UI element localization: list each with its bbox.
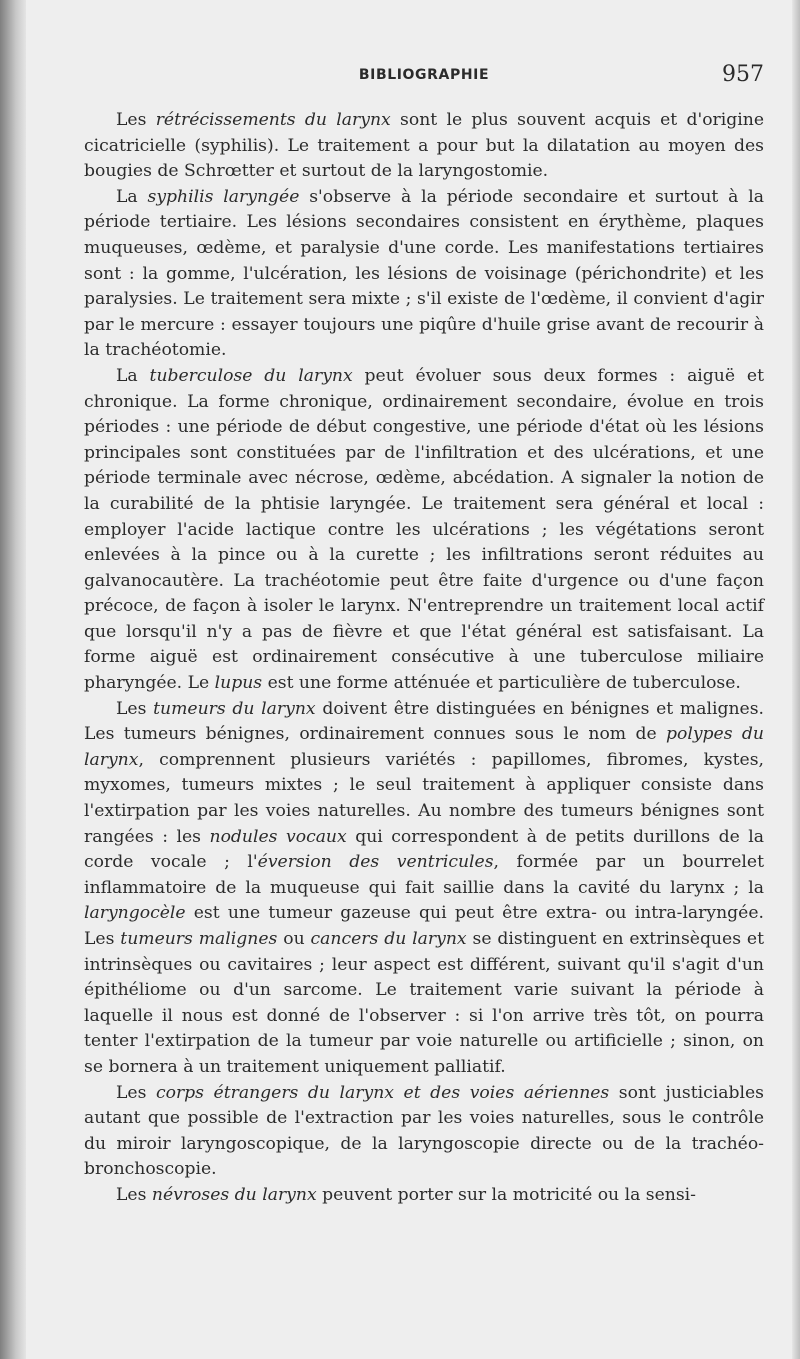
- italic-term: cancers du larynx: [310, 929, 467, 949]
- text-run: ou: [277, 929, 311, 949]
- text-run: sont le plus souvent acquis et d'origine cicatricielle (syphilis). Le traitement a pour but la dilatation au moyen des bougies de Schrœtter et surtout de la laryngostomie.: [84, 110, 764, 182]
- italic-term: névroses du larynx: [151, 1184, 317, 1205]
- paragraph-nevroses: [84, 1183, 764, 1209]
- italic-term: tuberculose du larynx: [149, 365, 353, 386]
- paragraph-tuberculose: [84, 364, 764, 697]
- page-number: 957: [722, 62, 764, 87]
- body-text: [84, 108, 764, 1209]
- italic-term: syphilis laryngée: [147, 186, 300, 207]
- italic-term: laryngocèle: [84, 903, 186, 924]
- page-header: [84, 62, 764, 90]
- italic-term: polypes du larynx: [84, 724, 764, 770]
- italic-term: lupus: [214, 673, 263, 694]
- text-run: , comprennent plusieurs variétés : papillomes, fibromes, kystes, myxomes, tumeurs mixtes ; le seul traitement à appliquer consiste dans l'extirpation par les voies naturelles. Au nombre des tumeurs bénignes sont rangées : les: [84, 749, 764, 847]
- paragraph-tumeurs: [84, 697, 764, 1081]
- italic-term: rétrécissements du larynx: [155, 110, 391, 130]
- text-run: est une tumeur gazeuse qui peut être extra- ou intra-laryngée. Les: [84, 903, 764, 949]
- italic-term: nodules vocaux: [209, 826, 347, 847]
- text-run: La: [116, 365, 150, 386]
- italic-term: éversion des ventricules: [257, 852, 494, 873]
- italic-term: tumeurs malignes: [120, 929, 278, 949]
- text-run: Les: [116, 698, 154, 719]
- text-run: La: [116, 186, 148, 207]
- italic-term: corps étrangers du larynx et des voies aériennes: [155, 1082, 610, 1103]
- text-run: s'observe à la période secondaire et surtout à la période tertiaire. Les lésions secondaires consistent en érythème, plaques muqueuses, œdème, et paralysie d'une corde. Les manifestations tertiaires sont : la gomme, l'ulcération, les lésions de voisinage (périchondrite) et les paralysies. Le traitement sera mixte ; s'il existe de l'œdème, il convient d'agir par le mercure : essayer toujours une piqûre d'huile grise avant de recourir à la trachéotomie.: [84, 186, 764, 361]
- running-head: BIBLIOGRAPHIE: [358, 67, 490, 83]
- paragraph-retrecissements: [84, 108, 764, 185]
- text-run: peuvent porter sur la motricité ou la sensi-: [316, 1184, 696, 1205]
- text-run: doivent être distinguées en bénignes et malignes. Les tumeurs bénignes, ordinairement connues sous le nom de: [84, 698, 764, 745]
- italic-term: tumeurs du larynx: [153, 698, 316, 719]
- page-binding-shadow: [0, 0, 26, 1359]
- text-run: est une forme atténuée et particulière de tuberculose.: [262, 673, 741, 694]
- text-run: , formée par un bourrelet inflammatoire de la muqueuse qui fait saillie dans la cavité du larynx ; la: [84, 852, 764, 898]
- text-run: sont justiciables autant que possible de l'extraction par les voies naturelles, sous le contrôle du miroir laryngoscopique, de la laryngoscopie directe ou de la trachéo-bronchoscopie.: [84, 1082, 764, 1180]
- text-run: Les: [116, 1184, 152, 1205]
- text-run: se distinguent en extrinsèques et intrinsèques ou cavitaires ; leur aspect est différent, suivant qu'il s'agit d'un épithéliome ou d'un sarcome. Le traitement varie suivant la période à laquelle il nous est donné de l'observer : si l'on arrive très tôt, on pourra tenter l'extirpation de la tumeur par voie naturelle ou artificielle ; sinon, on se bornera à un traitement uniquement palliatif.: [84, 929, 764, 1077]
- paragraph-syphilis: [84, 185, 764, 364]
- text-run: Les: [116, 1082, 156, 1103]
- text-run: peut évoluer sous deux formes : aiguë et chronique. La forme chronique, ordinairement secondaire, évolue en trois périodes : une période de début congestive, une période d'état où les lésions principales sont constituées par de l'infiltration et des ulcérations, et une période terminale avec nécrose, œdème, abcédation. A signaler la notion de la curabilité de la phtisie laryngée. Le traitement sera général et local : employer l'acide lactique contre les ulcérations ; les végétations seront enlevées à la pince ou à la curette ; les infiltrations seront réduites au galvanocautère. La trachéotomie peut être faite d'urgence ou d'une façon précoce, de façon à isoler le larynx. N'entreprendre un traitement local actif que lorsqu'il n'y a pas de fièvre et que l'état général est satisfaisant. La forme aiguë est ordinairement consécutive à une tuberculose miliaire pharyngée. Le: [84, 365, 764, 694]
- text-run: qui correspondent à de petits durillons de la corde vocale ; l': [84, 826, 764, 873]
- text-run: Les: [116, 110, 156, 130]
- page-edge-shadow: [792, 0, 800, 1359]
- paragraph-corps-etrangers: [84, 1081, 764, 1183]
